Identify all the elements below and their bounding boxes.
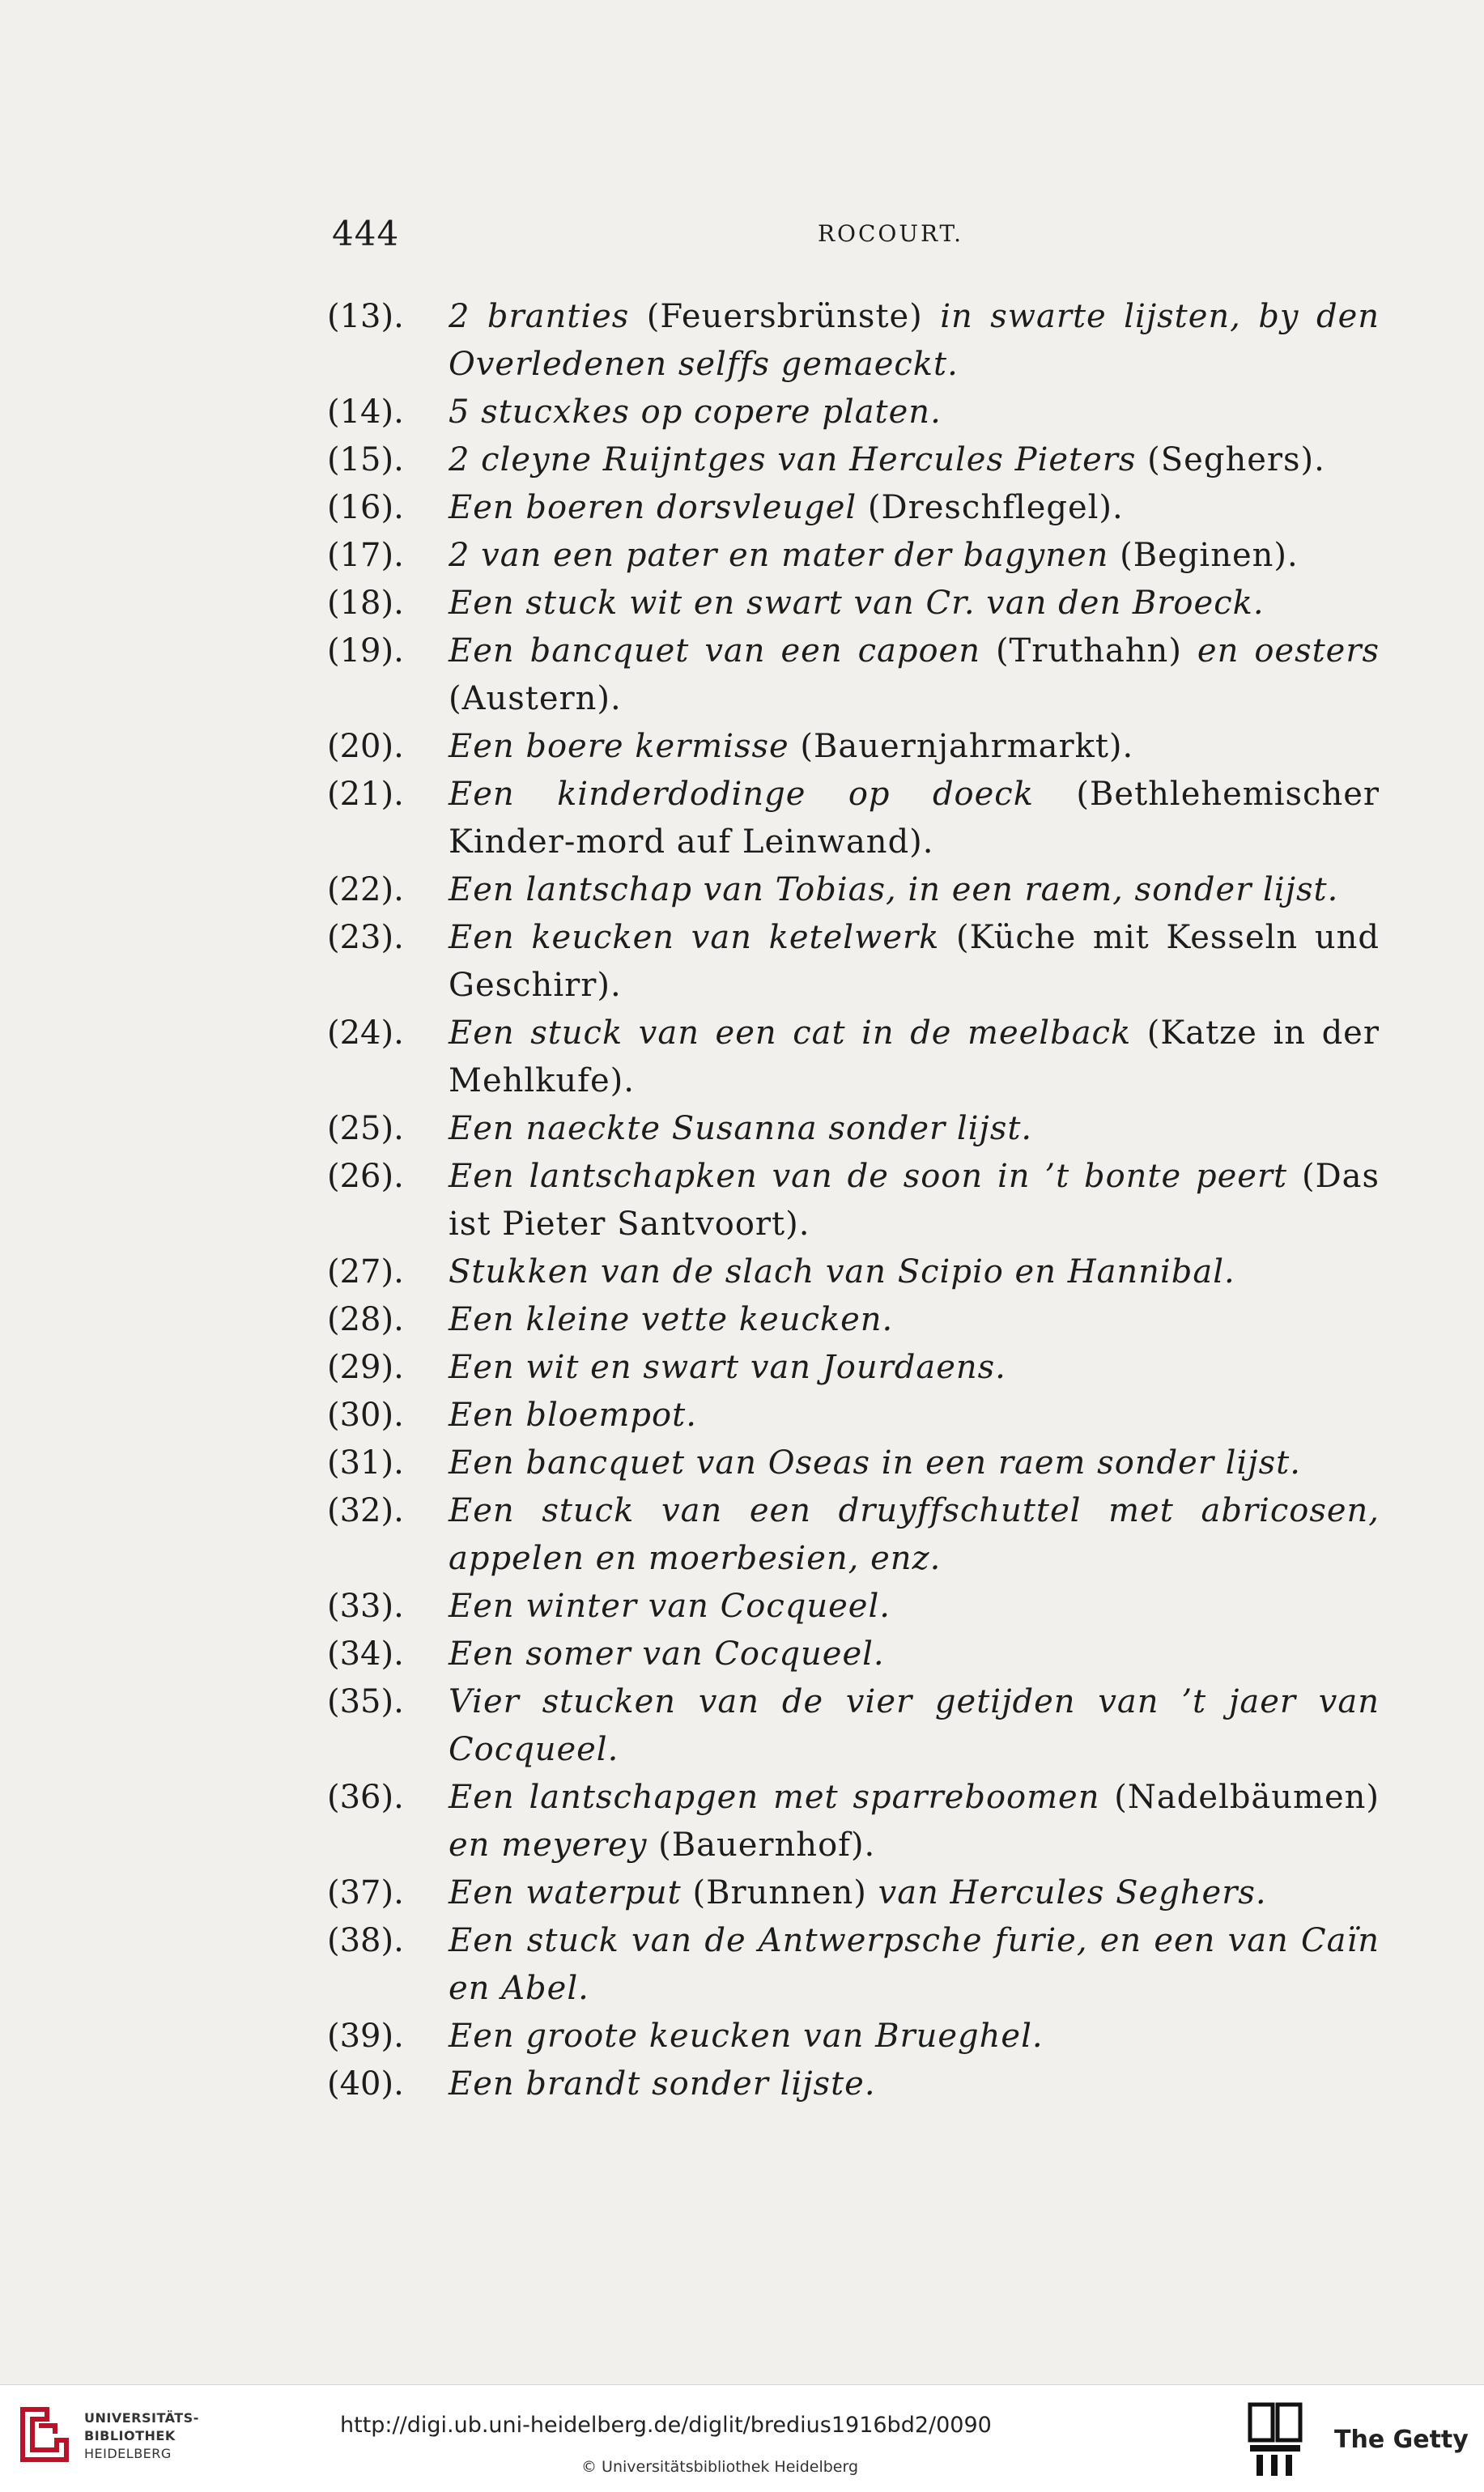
entry-number: (17). [327, 537, 404, 574]
entry-title-italic: Een groote keucken van Brueghel. [449, 2018, 1044, 2055]
inventory-entry [327, 771, 1380, 866]
entry-text [449, 1583, 1380, 1631]
entry-number: (26). [327, 1158, 404, 1195]
inventory-entry [327, 1248, 1380, 1296]
entry-title-italic: Een stuck van een cat in de meelback [449, 1014, 1132, 1052]
entry-number: (15). [327, 441, 404, 478]
entry-title-italic: Een keucken van ketelwerk [449, 919, 940, 956]
entry-text [449, 1392, 1380, 1439]
inventory-entry [327, 484, 1380, 532]
entry-text [449, 1917, 1380, 2013]
entry-gloss: (Bauernjahrmarkt). [789, 728, 1134, 765]
page-number: 444 [332, 214, 400, 253]
running-title: ROCOURT. [817, 220, 964, 247]
inventory-entry [327, 2013, 1380, 2060]
inventory-entry [327, 436, 1380, 484]
entry-title-italic: Een bloempot. [449, 1397, 697, 1434]
entry-title-italic: Een brandt sonder lijste. [449, 2065, 876, 2103]
entry-number: (24). [327, 1014, 404, 1052]
inventory-entry [327, 2060, 1380, 2108]
entry-title-italic: Vier stucken van de vier getijden van ’t jaer van Cocqueel. [449, 1683, 1380, 1768]
inventory-entry [327, 1583, 1380, 1631]
entry-number: (34). [327, 1635, 404, 1673]
entry-gloss: (Feuersbrünste) [629, 298, 941, 335]
entry-title-italic: van Hercules Seghers. [878, 1874, 1267, 1912]
entry-title-italic: Een lantschapken van de soon in ’t bonte peert [449, 1158, 1288, 1195]
entry-title-italic: in swarte lijsten, by den Overledenen selffs gemaeckt. [449, 298, 1380, 383]
inventory-list [327, 293, 1380, 2108]
entry-title-italic: Een boere kermisse [449, 728, 789, 765]
entry-gloss: (Truthahn) [980, 632, 1197, 670]
entry-title-italic: Een bancquet van Oseas in een raem sonder lijst. [449, 1444, 1301, 1482]
entry-text [449, 771, 1380, 866]
inventory-entry [327, 723, 1380, 771]
permalink-url[interactable]: http://digi.ub.uni-heidelberg.de/diglit/bredius1916bd2/0090 [340, 2413, 992, 2438]
inventory-entry [327, 1678, 1380, 1774]
entry-text [449, 1631, 1380, 1678]
entry-number: (29). [327, 1349, 404, 1386]
entry-title-italic: Een winter van Cocqueel. [449, 1588, 891, 1625]
entry-number: (20). [327, 728, 404, 765]
entry-text [449, 484, 1380, 532]
entry-number: (25). [327, 1110, 404, 1147]
entry-title-italic: 2 branties [449, 298, 630, 335]
entry-text [449, 1869, 1380, 1917]
entry-title-italic: Een wit en swart van Jourdaens. [449, 1349, 1006, 1386]
entry-number: (40). [327, 2065, 404, 2103]
inventory-entry [327, 1917, 1380, 2013]
entry-gloss: (Bethlehemischer Kinder-mord auf Leinwand). [449, 776, 1380, 861]
entry-gloss: (Bauernhof). [647, 1826, 876, 1864]
entry-title-italic: Een somer van Cocqueel. [449, 1635, 885, 1673]
entry-number: (32). [327, 1492, 404, 1529]
entry-text [449, 723, 1380, 771]
entry-number: (19). [327, 632, 404, 670]
entry-text [449, 914, 1380, 1010]
entry-title-italic: Een stuck wit en swart van Cr. van den Broeck. [449, 585, 1265, 622]
inventory-entry [327, 1296, 1380, 1344]
entry-gloss: (Katze in der Mehlkufe). [449, 1014, 1380, 1099]
entry-text [449, 1296, 1380, 1344]
copyright-notice: © Universitätsbibliothek Heidelberg [581, 2458, 859, 2476]
library-name: UNIVERSITÄTS- BIBLIOTHEK HEIDELBERG [84, 2410, 199, 2461]
entry-title-italic: Een kinderdodinge op doeck [449, 776, 1034, 813]
inventory-entry [327, 1392, 1380, 1439]
entry-number: (28). [327, 1301, 404, 1338]
entry-gloss: (Dreschflegel). [857, 489, 1124, 526]
inventory-entry [327, 1105, 1380, 1153]
entry-number: (35). [327, 1683, 404, 1720]
inventory-entry [327, 866, 1380, 914]
entry-title-italic: Een kleine vette keucken. [449, 1301, 894, 1338]
entry-text [449, 532, 1380, 580]
entry-text [449, 1248, 1380, 1296]
entry-number: (30). [327, 1397, 404, 1434]
entry-title-italic: Een naeckte Susanna sonder lijst. [449, 1110, 1033, 1147]
getty-logo-icon [1247, 2400, 1303, 2481]
entry-title-italic: Een bancquet van een capoen [449, 632, 980, 670]
entry-number: (31). [327, 1444, 404, 1482]
entry-title-italic: 2 cleyne Ruijntges van Hercules Pieters [449, 441, 1137, 478]
inventory-entry [327, 1869, 1380, 1917]
university-library-logo-icon [15, 2401, 71, 2476]
inventory-entry [327, 1439, 1380, 1487]
inventory-entry [327, 1010, 1380, 1105]
inventory-entry [327, 914, 1380, 1010]
entry-number: (18). [327, 585, 404, 622]
entry-gloss: (Nadelbäumen) [1099, 1779, 1380, 1816]
inventory-entry [327, 1153, 1380, 1248]
entry-text [449, 627, 1380, 723]
entry-title-italic: Een lantschap van Tobias, in een raem, sonder lijst. [449, 871, 1339, 908]
entry-title-italic: Een boeren dorsvleugel [449, 489, 857, 526]
entry-text [449, 866, 1380, 914]
entry-gloss: (Das ist Pieter Santvoort). [449, 1158, 1380, 1243]
entry-number: (36). [327, 1779, 404, 1816]
entry-text [449, 580, 1380, 627]
entry-number: (33). [327, 1588, 404, 1625]
entry-text [449, 389, 1380, 436]
getty-label: The Getty [1334, 2426, 1469, 2454]
entry-text [449, 1678, 1380, 1774]
entry-text [449, 2060, 1380, 2108]
entry-number: (23). [327, 919, 404, 956]
entry-gloss: (Austern). [449, 680, 622, 717]
entry-gloss: (Brunnen) [681, 1874, 878, 1912]
entry-text [449, 436, 1380, 484]
inventory-entry [327, 580, 1380, 627]
inventory-entry [327, 627, 1380, 723]
inventory-entry [327, 1631, 1380, 1678]
entry-number: (13). [327, 298, 404, 335]
entry-title-italic: 2 van een pater en mater der bagynen [449, 537, 1109, 574]
entry-number: (27). [327, 1253, 404, 1291]
entry-gloss: (Seghers). [1136, 441, 1325, 478]
entry-gloss: (Küche mit Kesseln und Geschirr). [449, 919, 1380, 1004]
entry-number: (14). [327, 393, 404, 431]
entry-title-italic: Een stuck van een druyffschuttel met abricosen, appelen en moerbesien, enz. [449, 1492, 1380, 1577]
entry-title-italic: Een waterput [449, 1874, 682, 1912]
entry-text [449, 293, 1380, 389]
inventory-entry [327, 389, 1380, 436]
entry-title-italic: en meyerey [449, 1826, 648, 1864]
entry-number: (38). [327, 1922, 404, 1959]
inventory-entry [327, 1344, 1380, 1392]
entry-text [449, 1439, 1380, 1487]
entry-text [449, 1774, 1380, 1869]
entry-text [449, 1153, 1380, 1248]
entry-number: (21). [327, 776, 404, 813]
entry-title-italic: Een lantschapgen met sparreboomen [449, 1779, 1100, 1816]
inventory-entry [327, 1487, 1380, 1583]
entry-title-italic: 5 stucxkes op copere platen. [449, 393, 942, 431]
entry-number: (22). [327, 871, 404, 908]
entry-number: (39). [327, 2018, 404, 2055]
entry-gloss: (Beginen). [1108, 537, 1299, 574]
inventory-entry [327, 1774, 1380, 1869]
entry-text [449, 1105, 1380, 1153]
viewer-footer [0, 2384, 1484, 2492]
inventory-entry [327, 532, 1380, 580]
entry-number: (37). [327, 1874, 404, 1912]
entry-text [449, 1344, 1380, 1392]
entry-number: (16). [327, 489, 404, 526]
entry-title-italic: en oesters [1197, 632, 1380, 670]
inventory-entry [327, 293, 1380, 389]
entry-text [449, 2013, 1380, 2060]
entry-title-italic: Een stuck van de Antwerpsche furie, en een van Caïn en Abel. [449, 1922, 1380, 2007]
entry-title-italic: Stukken van de slach van Scipio en Hannibal. [449, 1253, 1235, 1291]
entry-text [449, 1010, 1380, 1105]
entry-text [449, 1487, 1380, 1583]
